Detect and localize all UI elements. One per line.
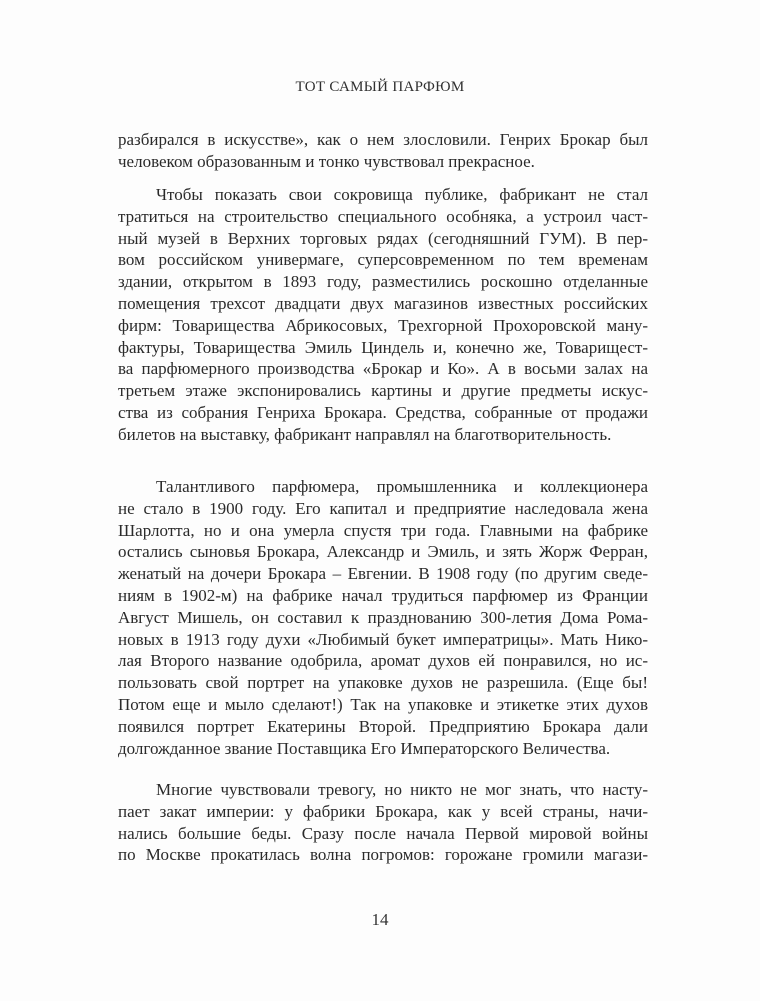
- text-line: долгожданное звание Поставщика Его Императорского Величества.: [118, 738, 611, 758]
- paragraph: [118, 184, 648, 446]
- text-line: ниям в 1902-м) на фабрике начал трудиться парфюмер из Франции: [118, 585, 648, 605]
- paragraph: [118, 129, 648, 173]
- text-line: ный музей в Верхних торговых рядах (сегодняшний ГУМ). В пер-: [118, 228, 648, 248]
- text-line: остались сыновья Брокара, Александр и Эмиль, и зять Жорж Ферран,: [118, 542, 648, 562]
- text-line: Талантливого парфюмера, промышленника и коллекционера: [156, 477, 648, 496]
- text-line: разбирался в искусстве», как о нем злословили. Генрих Брокар был: [118, 130, 648, 149]
- text-line: человеком образованным и тонко чувствовал прекрасное.: [118, 151, 535, 171]
- text-line: третьем этаже экспонировались картины и другие предметы искус-: [118, 381, 648, 401]
- paragraph: [118, 476, 648, 759]
- text-line: Потом еще и мыло сделают!) Так на упаковке и этикетке этих духов: [118, 694, 648, 714]
- page-number: 14: [371, 910, 389, 929]
- text-line: вом российском универмаге, суперсовременном по тем временам: [118, 250, 648, 270]
- text-line: Август Мишель, он составил к празднованию 300-летия Дома Рома-: [118, 607, 648, 627]
- text-line: пользовать свой портрет на упаковке духов не разрешила. (Еще бы!: [118, 673, 648, 693]
- text-line: Многие чувствовали тревогу, но никто не мог знать, что насту-: [156, 780, 648, 799]
- text-line: лая Второго название одобрила, аромат духов ей понравился, но ис-: [118, 651, 648, 671]
- text-line: фактуры, Товарищества Эмиль Циндель и, конечно же, Товарищест-: [118, 337, 648, 357]
- text-line: ства из собрания Генриха Брокара. Средства, собранные от продажи: [118, 402, 648, 422]
- text-line: не стало в 1900 году. Его капитал и предприятие наследовала жена: [118, 498, 648, 518]
- text-line: новых в 1913 году духи «Любимый букет императрицы». Мать Нико-: [118, 629, 648, 649]
- running-head: ТОТ САМЫЙ ПАРФЮМ: [295, 79, 465, 95]
- text-line: пает закат империи: у фабрики Брокара, как у всей страны, начи-: [118, 801, 648, 821]
- body-text: [118, 0, 648, 880]
- text-line: помещения трехсот двадцати двух магазинов известных российских: [118, 293, 648, 313]
- text-line: женатый на дочери Брокара – Евгении. В 1908 году (по другим сведе-: [118, 564, 648, 584]
- text-line: билетов на выставку, фабрикант направлял на благотворительность.: [118, 424, 612, 444]
- text-line: фирм: Товарищества Абрикосовых, Трехгорной Прохоровской ману-: [118, 315, 648, 335]
- text-line: ва парфюмерного производства «Брокар и Ко». А в восьми залах на: [118, 359, 648, 379]
- text-line: Чтобы показать свои сокровища публике, фабрикант не стал: [156, 185, 648, 204]
- text-line: появился портрет Екатерины Второй. Предприятию Брокара дали: [118, 716, 648, 736]
- text-line: тратиться на строительство специального особняка, а устроил част-: [118, 206, 648, 226]
- text-line: по Москве прокатилась волна погромов: горожане громили магази-: [118, 845, 648, 865]
- text-line: Шарлотта, но и она умерла спустя три года. Главными на фабрике: [118, 520, 648, 540]
- paragraph: [118, 779, 648, 866]
- text-line: здании, открытом в 1893 году, разместились роскошно отделанные: [118, 272, 648, 292]
- text-line: нались большие беды. Сразу после начала Первой мировой войны: [118, 823, 648, 843]
